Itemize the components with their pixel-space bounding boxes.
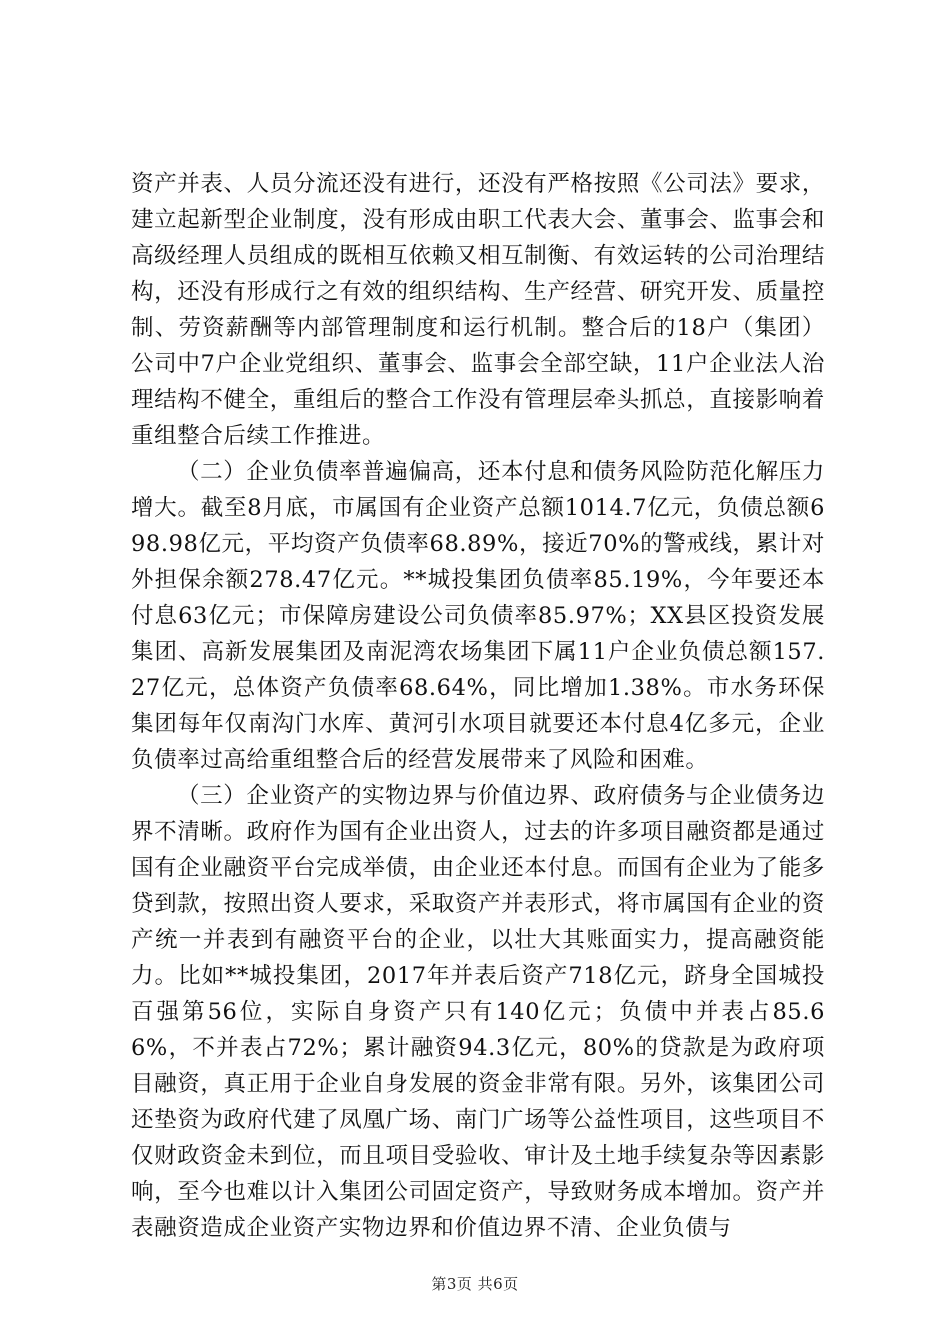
page-footer: 第3页 共6页 xyxy=(431,1275,519,1293)
paragraph-governance: 资产并表、人员分流还没有进行，还没有严格按照《公司法》要求，建立起新型企业制度，没有形成由职工代表大会、董事会、监事会和高级经理人员组成的既相互依赖又相互制衡、有效运转的公司治理结构，还没有形成行之有效的组织结构、生产经营、研究开发、质量控制、劳资薪酬等内部管理制度和运行机制。整合后的18户（集团）公司中7户企业党组织、董事会、监事会全部空缺，11户企业法人治理结构不健全，重组后的整合工作没有管理层牵头抓总，直接影响着重组整合后续工作推进。 xyxy=(131,171,825,449)
paragraph-asset-boundary: （三）企业资产的实物边界与价值边界、政府债务与企业债务边界不清晰。政府作为国有企业出资人，过去的许多项目融资都是通过国有企业融资平台完成举债，由企业还本付息。而国有企业为了能多贷到款，按照出资人要求，采取资产并表形式，将市属国有企业的资产统一并表到有融资平台的企业，以壮大其账面实力，提高融资能力。比如**城投集团，2017年并表后资产718亿元，跻身全国城投百强第56位，实际自身资产只有140亿元；负债中并表占85.66%，不并表占72%；累计融资94.3亿元，80%的贷款是为政府项目融资，真正用于企业自身发展的资金非常有限。另外，该集团公司还垫资为政府代建了凤凰广场、南门广场等公益性项目，这些项目不仅财政资金未到位，而且项目受验收、审计及土地手续复杂等因素影响，至今也难以计入集团公司固定资产，导致财务成本增加。资产并表融资造成企业资产实物边界和价值边界不清、企业负债与 xyxy=(131,783,825,1241)
paragraph-debt-ratio: （二）企业负债率普遍偏高，还本付息和债务风险防范化解压力增大。截至8月底，市属国有企业资产总额1014.7亿元，负债总额698.98亿元，平均资产负债率68.89%，接近70%的警戒线，累计对外担保余额278.47亿元。**城投集团负债率85.19%，今年要还本付息63亿元；市保障房建设公司负债率85.97%；XX县区投资发展集团、高新发展集团及南泥湾农场集团下属11户企业负债总额157.27亿元，总体资产负债率68.64%，同比增加1.38%。市水务环保集团每年仅南沟门水库、黄河引水项目就要还本付息4亿多元，企业负债率过高给重组整合后的经营发展带来了风险和困难。 xyxy=(131,459,825,773)
document-body xyxy=(131,166,825,1246)
